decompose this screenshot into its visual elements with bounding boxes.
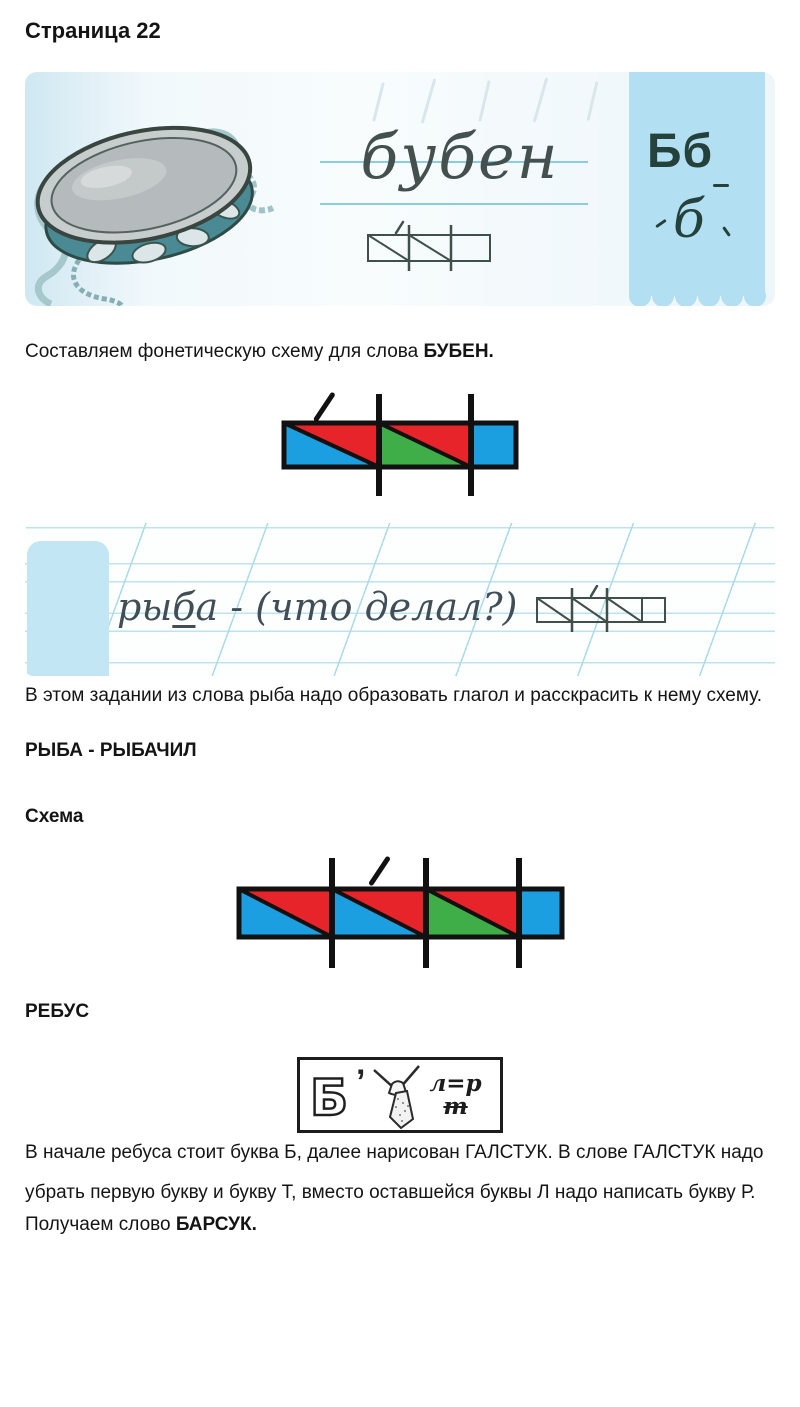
ryba-notebook-image <box>25 523 775 676</box>
page-title: Страница 22 <box>25 18 161 43</box>
ghost-stroke <box>587 81 599 121</box>
tambourine-illustration <box>25 90 279 306</box>
ghost-stroke <box>372 82 385 122</box>
letter-pair-label: Бб <box>647 125 714 178</box>
buben-workbook-image <box>25 72 775 306</box>
rebus-heading: РЕБУС <box>25 1001 90 1022</box>
stroke-order-mark <box>722 226 731 237</box>
scalloped-edge <box>629 285 765 306</box>
notebook-margin-tab <box>27 541 109 676</box>
letter-panel <box>629 72 765 296</box>
intro-paragraph <box>25 340 773 364</box>
rebus-hint-replace: л=р <box>429 1070 482 1097</box>
rybachil-scheme-figure <box>25 850 775 981</box>
phonetic-scheme-buben <box>276 386 524 509</box>
answer-page <box>25 18 775 1237</box>
phonetic-scheme-sketch <box>363 220 498 274</box>
answer-heading: РЫБА - РЫБАЧИЛ <box>25 740 197 761</box>
rebus-letter-hints <box>429 1072 481 1118</box>
intro-text: Составляем фонетическую схему для слова <box>25 341 424 362</box>
result-text: Получаем слово <box>25 1214 176 1235</box>
result-paragraph <box>25 1213 773 1237</box>
phonetic-scheme-sketch <box>533 585 673 635</box>
writing-guide-line <box>320 203 588 205</box>
rebus-paragraph: В начале ребуса стоит буква Б, далее нарисован ГАЛСТУК. В слове ГАЛСТУК надо убрать первую букву и букву Т, вместо оставшейся буквы Л надо написать букву Р. <box>25 1142 764 1203</box>
rebus-box <box>297 1057 503 1133</box>
cursive-letter-sample: б <box>673 190 705 250</box>
rebus-hint-remove: т <box>443 1093 468 1120</box>
handwriting-ryba: рыба - (что делал?) <box>117 585 518 629</box>
cursive-word-buben: бубен <box>360 120 560 193</box>
necktie-drawing <box>367 1061 425 1129</box>
task-paragraph: В этом задании из слова рыба надо образовать глагол и расскрасить к нему схему. <box>25 685 762 706</box>
svg-text:Б: Б <box>310 1069 349 1126</box>
bubble-letter-b <box>308 1064 354 1126</box>
intro-word-bold: БУБЕН. <box>423 341 494 362</box>
buben-scheme-figure <box>25 386 775 509</box>
schema-heading: Схема <box>25 806 84 827</box>
result-word-bold: БАРСУК. <box>175 1214 257 1235</box>
phonetic-scheme-rybachil <box>231 850 570 981</box>
stroke-order-mark <box>713 184 729 187</box>
rebus-figure <box>25 1057 775 1133</box>
stroke-order-mark <box>655 219 667 228</box>
ghost-stroke <box>478 80 490 122</box>
ghost-stroke <box>421 78 437 123</box>
ghost-stroke <box>533 77 549 122</box>
rebus-comma: ’ <box>356 1062 366 1101</box>
